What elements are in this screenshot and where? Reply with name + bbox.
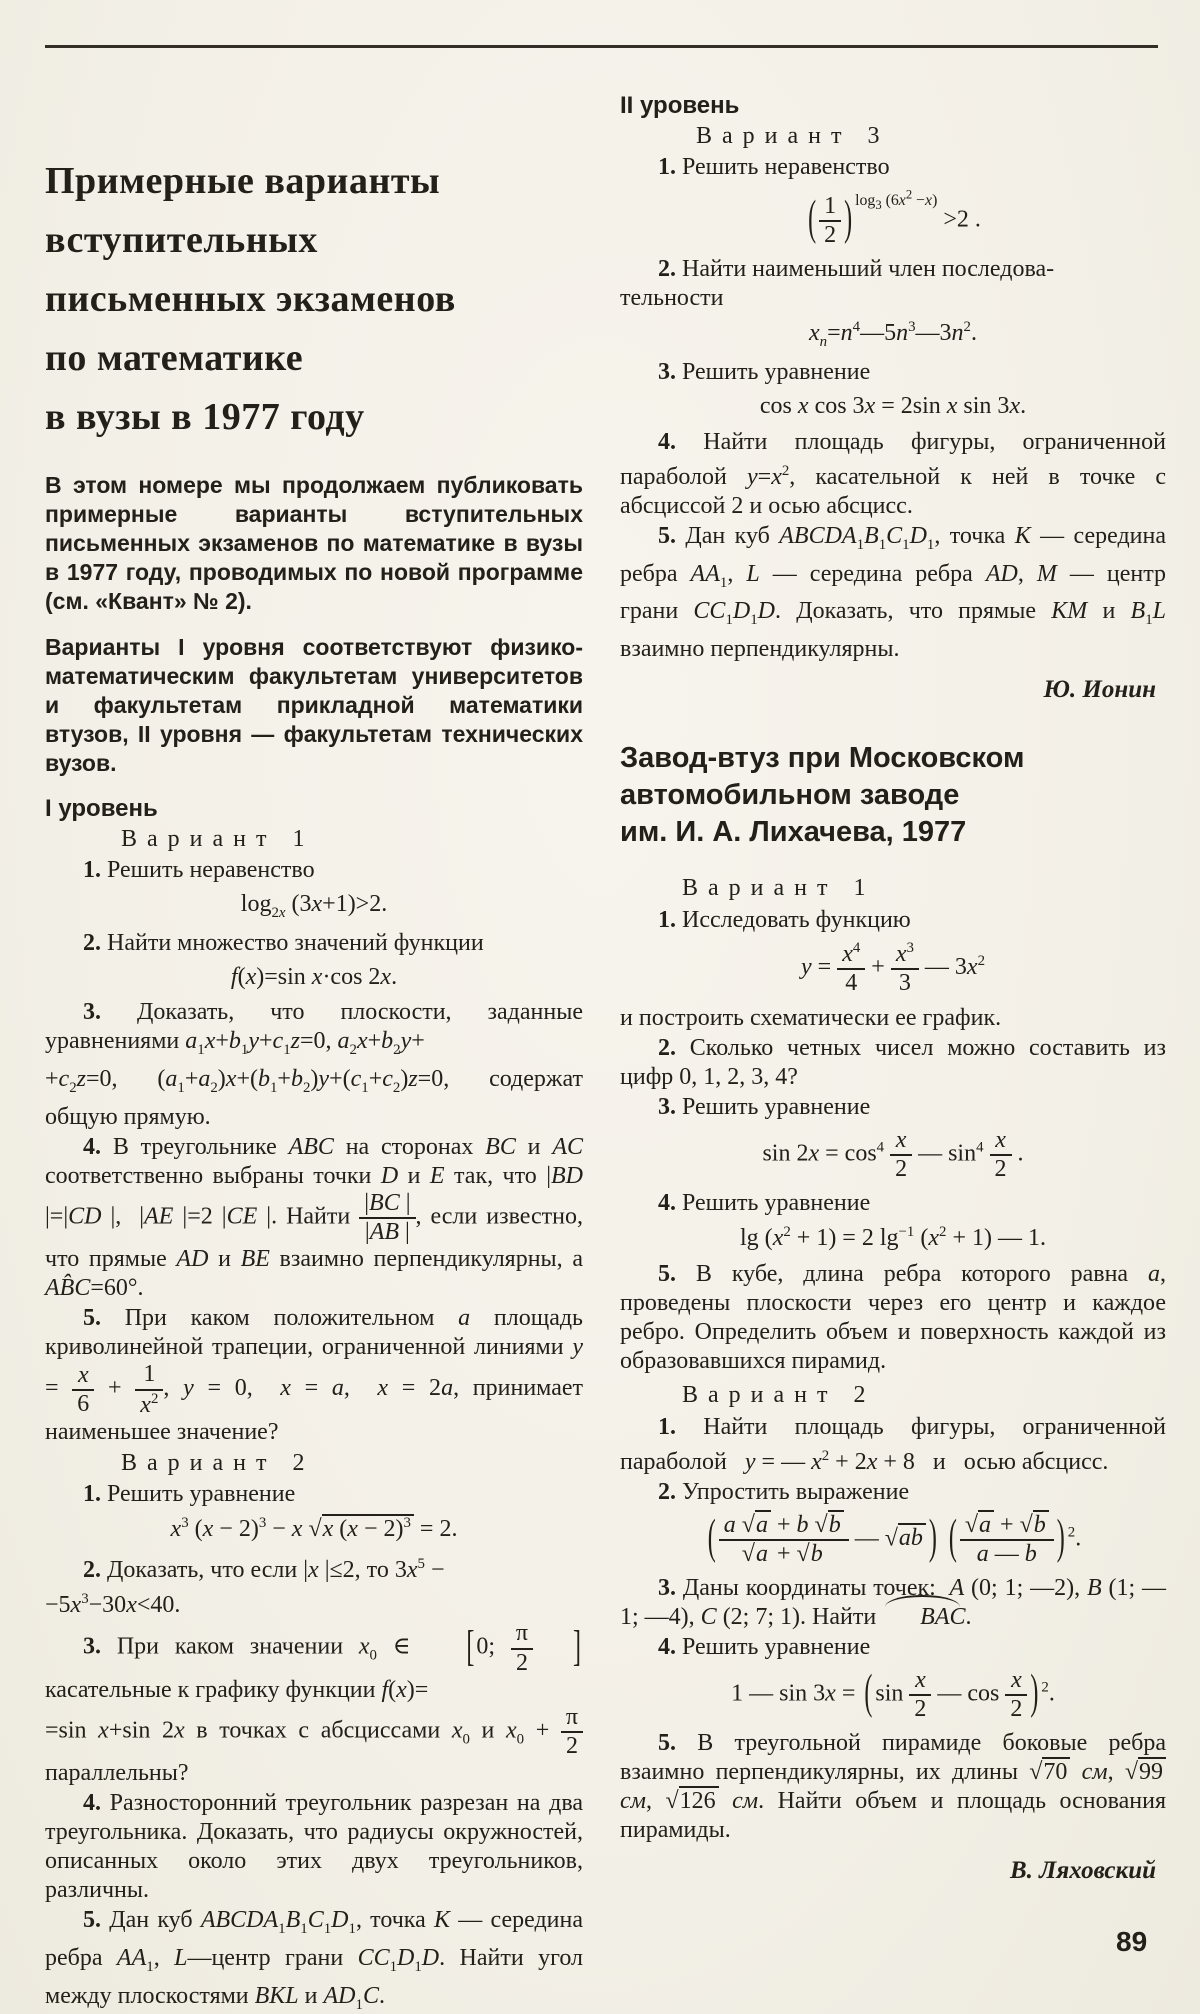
problem-item: 4. Найти площадь фигуры, ограниченной параболой $y=x^2$, касательной к ней в точке с абсциссой 2 и осью абсцисс. <box>620 428 1166 519</box>
problem-item: 1. Найти площадь фигуры, ограниченной параболой y = — $x^2 + 2x + 8$ и осью абсцисс. <box>620 1413 1166 1475</box>
display-formula: $\lg (x^2 + 1) = 2$ $\lg^{-1} (x^2 + 1)$ — 1. <box>740 1223 1046 1251</box>
problem-item: 5. В треугольной пирамиде боковые ребра взаимно перпендикулярны, их длины √70 см, √99 см, √126 см. Найти объем и площадь основания пирамиды. <box>620 1730 1167 1844</box>
title-line: письменных экзаменов <box>45 278 456 320</box>
intro-paragraph: В этом номере мы продолжаем публиковать примерные варианты вступительных письменных экзаменов по математике в вузы в 1977 году, проводимых по новой программе (см. «Квант» № 2). <box>45 472 583 614</box>
problem-item: 1. Исследовать функцию y = $\frac{x^4}{4}$ + $\frac{x^3}{3}$ — $3x^2$ и построить схематически ее график. <box>620 906 1166 1032</box>
left-column <box>45 138 583 2014</box>
author-signature: В. Ляховский <box>1010 1857 1156 1885</box>
zavod-variant-2-heading: Вариант 2 <box>682 1381 876 1408</box>
article-title <box>45 152 583 447</box>
author-signature: Ю. Ионин <box>1043 676 1156 704</box>
problem-item: 3. Доказать, что плоскости, заданные уравнениями $a_1x+b_1y+c_1z=0$, $a_2x+b_2y+$ $+c_2z=0$, $(a_1+a_2)x+(b_1+b_2)y+(c_1+c_2)z=0$, содержат общую прямую. <box>45 999 583 1131</box>
problem-item: 3. Решить уравнение cos x cos 3x = 2sin x sin 3x. <box>620 358 1166 421</box>
display-formula: $x^3$ $(x - 2)^3 - x$ √x $(x - 2)^3 = 2$. <box>170 1514 458 1542</box>
display-formula: $\log_{2x} (3x+1)>2$. <box>240 891 388 921</box>
problem-item: 2. Найти наименьший член последова- тельности $x_n=n^4—5n^3—3n^2$. <box>620 255 1166 351</box>
display-formula: ( $\frac{1}{2}$ ) $^{log_3 (6x^2 -x)}$ >2 . <box>808 188 981 249</box>
section-title-line: Завод-втуз при Московском <box>620 742 1025 775</box>
problem-item: 3. Решить уравнение $\sin 2x = \cos^4$ $\frac{x}{2}$ — $\sin^4$ $\frac{x}{2}$ . <box>620 1093 1166 1182</box>
problem-item: 2. Упростить выражение ( $\frac{a √a + b √b}{√a + √b}$ — √ab ) ( $\frac{√a + √b}{a — b}$ ) $^2$. <box>620 1478 1166 1567</box>
problem-item: 2. Сколько четных чисел можно составить из цифр 0, 1, 2, 3, 4? <box>620 1034 1166 1090</box>
display-formula: $\sin 2x = \cos^4$ $\frac{x}{2}$ — $\sin^4$ $\frac{x}{2}$ . <box>762 1126 1024 1182</box>
variant-3-heading: Вариант 3 <box>696 123 890 149</box>
problem-item: 5. Дан куб $ABCDA_1B_1C_1D_1$, точка K — середина ребра $AA_1$, L—центр грани $CC_1D_1D$. Найти угол между плоскостями BKL и $AD_1C$. <box>45 1907 584 2013</box>
problem-item: 2. Доказать, что если |x |≤2, то $3x^5$ − $-5x^3-30x<40$. <box>45 1556 445 1619</box>
title-line: в вузы в 1977 году <box>45 396 365 438</box>
title-line: по математике <box>45 337 304 379</box>
display-formula: cos x cos 3x = 2sin x sin 3x. <box>759 393 1027 420</box>
problem-item: 4. В треугольнике ABC на сторонах BC и AC соответственно выбраны точки D и E так, что |BD |=|CD |, |AE |=2 |CE |. Найти $\frac{|BC |}{|AB |}$ , если известно, что прямые AD и BE взаимно перпендикулярны, а AB̂C=60°. <box>45 1134 584 1302</box>
right-column <box>620 88 1166 1885</box>
problem-item: 3. Даны координаты точек: A (0; 1; —2), B (1; —1; —4), C (2; 7; 1). Найти BAC. <box>620 1574 1166 1630</box>
display-formula: $x_n=n^4—5n^3—3n^2$. <box>809 319 977 351</box>
display-formula: 1 — sin 3x = ( sin $\frac{x}{2}$ — cos $\frac{x}{2}$ ) $^2$. <box>731 1666 1055 1723</box>
level-2-heading: II уровень <box>620 92 740 119</box>
problem-item: 5. Дан куб $ABCDA_1B_1C_1D_1$, точка K — середина ребра $AA_1$, L — середина ребра AD, M — центр грани $CC_1D_1D$. Доказать, что прямые KM и $B_1L$ взаимно перпендикулярны. <box>620 522 1167 663</box>
problem-item: 4. Решить уравнение 1 — sin 3x = ( sin $\frac{x}{2}$ — cos $\frac{x}{2}$ ) $^2$. <box>620 1633 1166 1722</box>
variant-2-heading: Вариант 2 <box>121 1449 315 1476</box>
problem-item: 1. Решить неравенство $\log_{2x} (3x+1)>2$. <box>45 856 583 922</box>
section-title-line: автомобильном заводе <box>620 779 960 812</box>
problem-item: 1. Решить неравенство ( $\frac{1}{2}$ ) $^{log_3 (6x^2 -x)}$ >2 . <box>620 153 1166 248</box>
display-formula: f(x)=sin x·cos 2x. <box>230 963 398 990</box>
problem-item: 5. При каком положительном a площадь криволинейной трапеции, ограниченной линиями y = $\frac{x}{6}$ + $\frac{1}{x^2}$ , y = 0, x = a, x = 2a, принимает наименьшее значение? <box>45 1305 584 1445</box>
display-formula: ( $\frac{a √a + b √b}{√a + √b}$ — √ab ) ( $\frac{√a + √b}{a — b}$ ) $^2$. <box>707 1511 1082 1567</box>
problem-item: 4. Решить уравнение $\lg (x^2 + 1) = 2$ $\lg^{-1} (x^2 + 1)$ — 1. <box>620 1189 1166 1253</box>
intro-paragraph: Варианты I уровня соответствуют физико-математическим факультетам университетов и факультетам прикладной математики втузов, II уровня — факультетам технических вузов. <box>45 634 583 776</box>
top-rule <box>45 45 1158 48</box>
section-title-line: им. И. А. Лихачева, 1977 <box>620 816 967 849</box>
display-formula: y = $\frac{x^4}{4}$ + $\frac{x^3}{3}$ — $3x^2$ <box>800 940 986 997</box>
problem-item: 5. В кубе, длина ребра которого равна a, проведены плоскости через его центр и каждое ребро. Определить объем и поверхность каждой из образовавшихся пирамид. <box>620 1260 1166 1374</box>
title-line: вступительных <box>45 219 318 261</box>
section-title <box>620 740 1166 851</box>
page-number: 89 <box>1116 1926 1148 1957</box>
problem-item: 1. Решить уравнение $x^3$ $(x - 2)^3 - x$ √x $(x - 2)^3 = 2$. <box>45 1480 583 1544</box>
variant-1-heading: Вариант 1 <box>121 826 315 852</box>
level-1-heading: I уровень <box>45 795 158 822</box>
zavod-variant-1-heading: Вариант 1 <box>682 875 876 902</box>
problem-item: 2. Найти множество значений функции f(x)=sin x·cos 2x. <box>45 929 583 992</box>
title-line: Примерные варианты <box>45 160 441 202</box>
problem-item: 3. При каком значении $x_0$ ∈ [0; $\frac{\pi}{2}$ ] касательные к графику функции f(x)= =sin x+sin 2x в точках с абсциссами $x_0$ и $x_0$ + $\frac{\pi}{2}$ параллельны? <box>45 1620 582 1787</box>
problem-item: 4. Разносторонний треугольник разрезан на два треугольника. Доказать, что радиусы окружностей, описанных около этих двух треугольников, различны. <box>45 1790 583 1904</box>
